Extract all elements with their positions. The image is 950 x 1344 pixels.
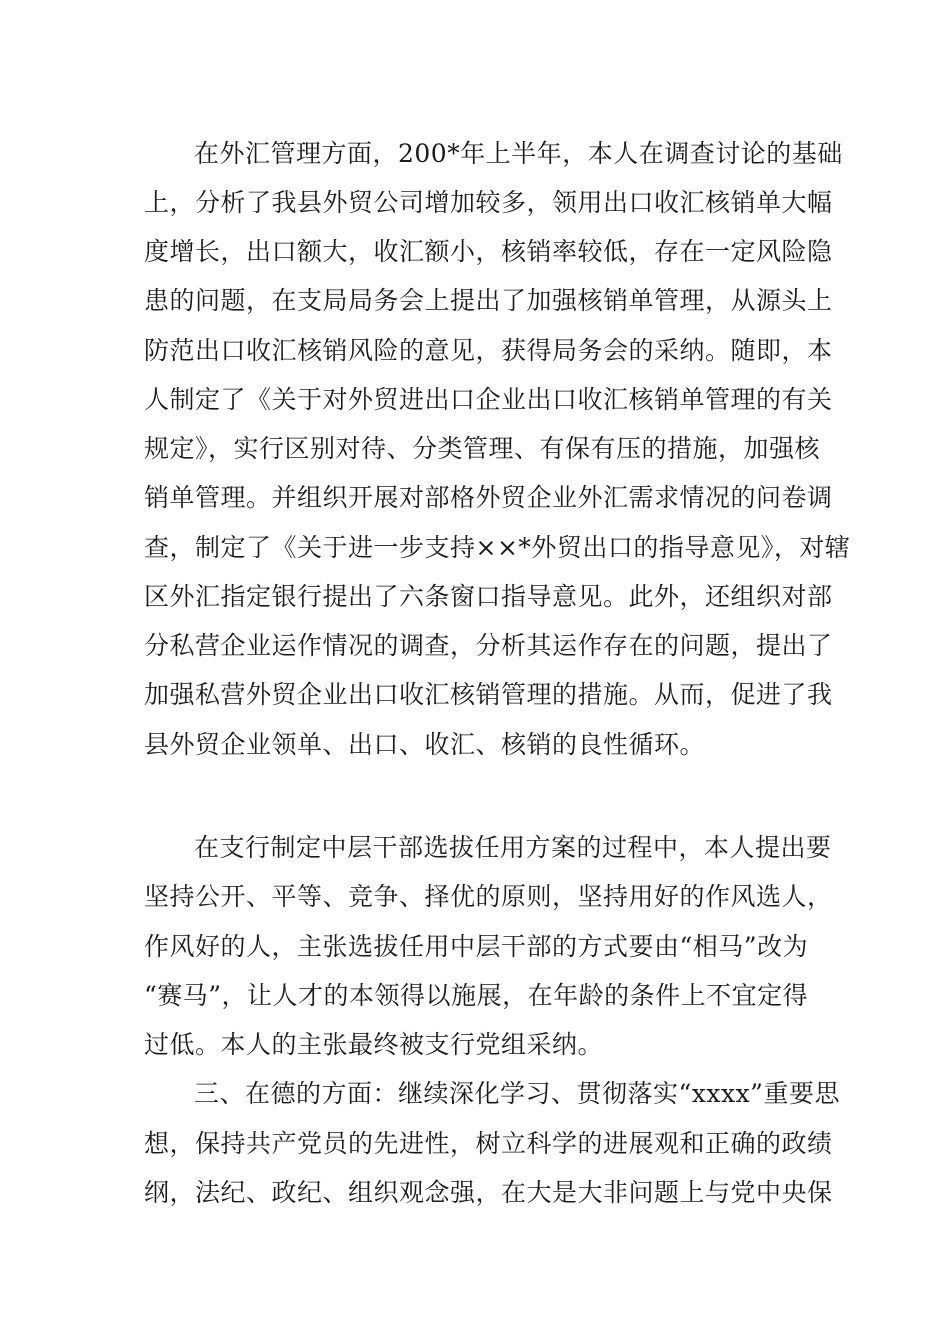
paragraph-1-line-12: 加强私营外贸企业出口收汇核销管理的措施。从而，促进了我 <box>144 680 833 709</box>
paragraph-2-line-3: 作风好的人，主张选拔任用中层干部的方式要由“相马”改为 <box>144 932 809 961</box>
paragraph-2-line-1: 在支行制定中层干部选拔任用方案的过程中，本人提出要 <box>194 833 832 862</box>
paragraph-1-line-10: 区外汇指定银行提出了六条窗口指导意见。此外，还组织对部 <box>144 582 833 611</box>
paragraph-1-line-4: 患的问题，在支局局务会上提出了加强核销单管理，从源头上 <box>144 286 833 315</box>
paragraph-1-line-11: 分私营企业运作情况的调查，分析其运作存在的问题，提出了 <box>144 631 833 660</box>
paragraph-1-line-9: 查，制定了《关于进一步支持××*外贸出口的指导意见》，对辖 <box>144 533 851 562</box>
paragraph-1-line-7: 规定》，实行区别对待、分类管理、有保有压的措施，加强核 <box>144 434 821 463</box>
paragraph-1-line-5: 防范出口收汇核销风险的意见，获得局务会的采纳。随即，本 <box>144 336 833 365</box>
paragraph-1-line-13: 县外贸企业领单、出口、收汇、核销的良性循环。 <box>144 730 706 759</box>
paragraph-1-line-1: 在外汇管理方面，200*年上半年，本人在调查讨论的基础 <box>194 139 843 168</box>
paragraph-1-line-6: 人制定了《关于对外贸进出口企业出口收汇核销单管理的有关 <box>144 385 833 414</box>
paragraph-3-line-1: 三、在德的方面：继续深化学习、贯彻落实“xxxx”重要思 <box>194 1079 840 1108</box>
paragraph-2-line-2: 坚持公开、平等、竞争、择优的原则，坚持用好的作风选人， <box>144 882 833 911</box>
paragraph-3-line-2: 想，保持共产党员的先进性，树立科学的进展观和正确的政绩 <box>144 1129 833 1158</box>
paragraph-2-line-5: 过低。本人的主张最终被支行党组采纳。 <box>144 1030 604 1059</box>
paragraph-2-line-4: “赛马”，让人才的本领得以施展，在年龄的条件上不宜定得 <box>144 981 809 1010</box>
paragraph-1-line-2: 上，分析了我县外贸公司增加较多，领用出口收汇核销单大幅 <box>144 188 833 217</box>
paragraph-1-line-8: 销单管理。并组织开展对部格外贸企业外汇需求情况的问卷调 <box>144 483 833 512</box>
paragraph-1-line-3: 度增长，出口额大，收汇额小，核销率较低，存在一定风险隐 <box>144 237 833 266</box>
paragraph-3-line-3: 纲，法纪、政纪、组织观念强，在大是大非问题上与党中央保 <box>144 1178 833 1207</box>
